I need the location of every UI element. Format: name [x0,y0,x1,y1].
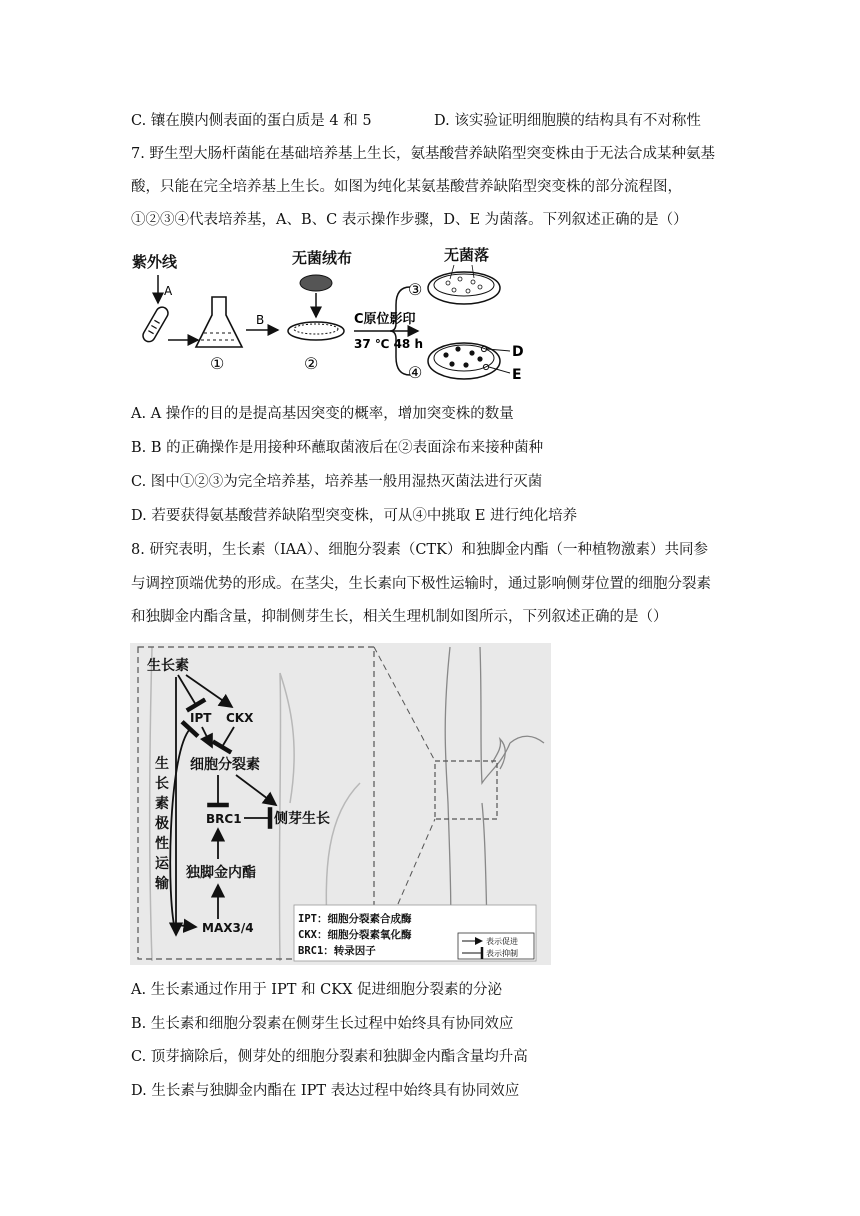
svg-text:输: 输 [155,876,169,892]
q8-option-c: C. 顶芽摘除后，侧芽处的细胞分裂素和独脚金内酯含量均升高 [131,1049,528,1065]
q8-mechanism-figure [130,643,551,965]
legend-ckx: CKX：细胞分裂素氧化酶 [298,929,412,941]
svg-text:生: 生 [155,756,169,772]
q7-stem-line-1: 7. 野生型大肠杆菌能在基础培养基上生长，氨基酸营养缺陷型突变株由于无法合成某种氨基 [131,146,715,162]
q7-stem-line-3: ①②③④代表培养基，A、B、C 表示操作步骤，D、E 为菌落。下列叙述正确的是（） [131,212,688,228]
legend-ipt: IPT：细胞分裂素合成酶 [298,913,412,925]
q7-stem-line-2: 酸，只能在完全培养基上生长。如图为纯化某氨基酸营养缺陷型突变株的部分流程图， [131,179,682,195]
medium-4-label: ④ [408,363,423,382]
uv-label: 紫外线 [132,253,178,271]
plate-2-icon [288,322,344,340]
q8-stem-line-3: 和独脚金内酯含量，抑制侧芽生长，相关生理机制如图所示，下列叙述正确的是（） [131,609,668,625]
condition-label: 37 ℃ 48 h [354,337,424,351]
test-tube-icon [141,305,170,344]
max-label: MAX3/4 [202,921,254,935]
step-a-label: A [164,284,173,298]
medium-1-label: ① [210,354,225,373]
velvet-icon [300,275,332,291]
svg-text:素: 素 [155,796,169,812]
brc1-label: BRC1 [206,812,242,826]
bud-growth-label: 侧芽生长 [274,811,330,827]
plate-3-icon [428,272,500,304]
no-colony-label: 无菌落 [444,246,490,264]
cytokinin-label: 细胞分裂素 [190,757,260,773]
q8-option-a: A. 生长素通过作用于 IPT 和 CKX 促进细胞分裂素的分泌 [131,982,503,998]
q8-option-d: D. 生长素与独脚金内酯在 IPT 表达过程中始终具有协同效应 [131,1083,520,1099]
velvet-label: 无菌绒布 [292,249,353,267]
polar-transport-label [154,755,170,892]
plate-4-icon [428,343,500,379]
medium-2-label: ② [304,354,319,373]
ipt-label: IPT [190,711,212,725]
colony-d-label: D [512,344,524,360]
svg-text:极: 极 [155,816,169,832]
step-b-label: B [256,313,265,327]
q7-option-a: A. A 操作的目的是提高基因突变的概率，增加突变株的数量 [131,406,514,422]
svg-text:运: 运 [155,856,169,872]
step-c-label: C原位影印 [354,312,416,327]
q8-stem-line-2: 与调控顶端优势的形成。在茎尖，生长素向下极性运输时，通过影响侧芽位置的细胞分裂素 [131,576,711,592]
q7-option-d: D. 若要获得氨基酸营养缺陷型突变株，可从④中挑取 E 进行纯化培养 [131,508,578,524]
legend-brc1: BRC1：转录因子 [298,945,376,957]
colony-e-label: E [512,367,522,383]
strigolactone-label: 独脚金内酯 [186,865,256,881]
q6-option-d: D. 该实验证明细胞膜的结构具有不对称性 [434,113,701,129]
q7-flowchart-figure [128,245,548,385]
q8-stem-line-1: 8. 研究表明，生长素（IAA）、细胞分裂素（CTK）和独脚金内酯（一种植物激素）共同参 [131,542,708,558]
ckx-label: CKX [226,711,254,725]
svg-text:性: 性 [155,836,169,852]
svg-text:长: 长 [155,776,169,792]
medium-3-label: ③ [408,280,423,299]
legend-inhibit: 表示抑制 [486,949,518,958]
legend-promote: 表示促进 [486,937,518,946]
auxin-label: 生长素 [147,658,189,674]
q7-option-b: B. B 的正确操作是用接种环蘸取菌液后在②表面涂布来接种菌种 [131,440,544,456]
q8-option-b: B. 生长素和细胞分裂素在侧芽生长过程中始终具有协同效应 [131,1016,514,1032]
q6-option-c: C. 镶在膜内侧表面的蛋白质是 4 和 5 [131,113,372,129]
q7-option-c: C. 图中①②③为完全培养基，培养基一般用湿热灭菌法进行灭菌 [131,474,543,490]
